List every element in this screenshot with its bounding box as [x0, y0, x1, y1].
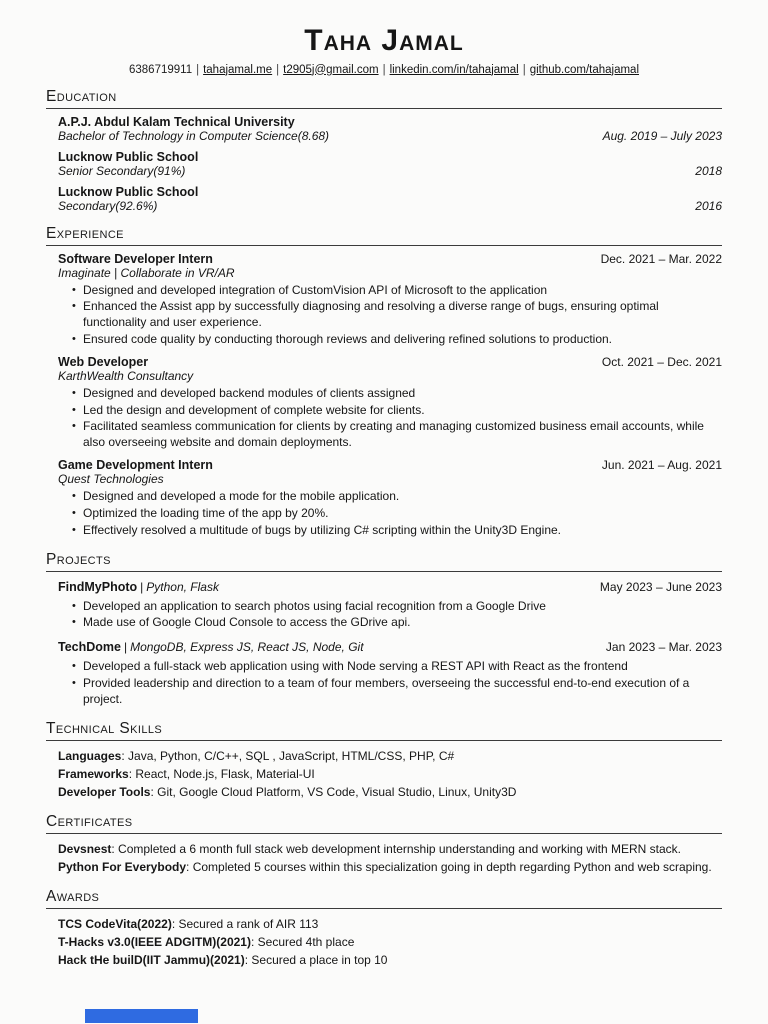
section-heading-experience: Experience [46, 225, 722, 246]
project-entries [46, 572, 722, 708]
project-entry [58, 638, 722, 707]
project-title [58, 638, 364, 656]
award-line [58, 951, 722, 969]
date-range: Jan 2023 – Mar. 2023 [605, 640, 722, 655]
bullet-list [58, 283, 722, 348]
entry-subtitle-row [58, 472, 722, 486]
skills-line [58, 747, 722, 765]
skills-line [58, 765, 722, 783]
skills-label: Developer Tools [58, 784, 151, 799]
entry-title-row [58, 252, 722, 266]
skills-text: : Java, Python, C/C++, SQL , JavaScript, HTML/CSS, PHP, C# [121, 748, 455, 763]
bullet-list [58, 659, 722, 707]
date-range: Aug. 2019 – July 2023 [602, 128, 722, 143]
separator: | [522, 63, 526, 76]
skills-label: Languages [58, 748, 122, 763]
entry-subtitle-row [58, 164, 722, 178]
bullet-item: • Facilitated seamless communication for clients by creating and managing customized business email accounts, while also overseeing website and domain deployments. [72, 419, 722, 451]
company-name: Quest Technologies [58, 472, 164, 487]
award-name: TCS CodeVita(2022) [58, 916, 172, 931]
entry-title-row [58, 638, 722, 656]
award-text: : Secured 4th place [250, 934, 355, 949]
bottom-blue-bar [85, 1009, 198, 1023]
award-text: : Secured a place in top 10 [244, 952, 388, 967]
section-heading-awards: Awards [46, 888, 722, 909]
skills-text: : React, Node.js, Flask, Material-UI [128, 766, 315, 781]
award-name: T-Hacks v3.0(IEEE ADGITM)(2021) [58, 934, 251, 949]
separator: | [140, 579, 144, 594]
bullet-item: • Developed a full-stack web application using with Node serving a REST API with React as the frontend [72, 659, 722, 675]
award-lines [46, 909, 722, 969]
award-name: Hack tHe builD(IIT Jammu)(2021) [58, 952, 245, 967]
section-certificates [46, 813, 722, 876]
bullet-item: • Designed and developed backend modules of clients assigned [72, 386, 722, 402]
entry-title-row [58, 115, 722, 129]
date-range: Dec. 2021 – Mar. 2022 [600, 251, 722, 266]
section-heading-education: Education [46, 88, 722, 109]
entry-title-row [58, 185, 722, 199]
bullet-list [58, 599, 722, 632]
bullet-list [58, 386, 722, 451]
project-title [58, 578, 219, 596]
skills-line [58, 783, 722, 801]
project-name: TechDome [58, 640, 121, 655]
school-name: A.P.J. Abdul Kalam Technical University [58, 114, 295, 129]
degree: Secondary(92.6%) [58, 198, 158, 213]
bullet-item: • Designed and developed a mode for the mobile application. [72, 489, 722, 505]
degree: Senior Secondary(91%) [58, 163, 186, 178]
date-range: 2016 [695, 198, 722, 213]
certificate-name: Python For Everybody [58, 859, 187, 874]
section-heading-certificates: Certificates [46, 813, 722, 834]
certificate-line [58, 858, 722, 876]
company-name: Imaginate | Collaborate in VR/AR [58, 265, 235, 280]
contact-line [46, 64, 722, 76]
bullet-item: • Developed an application to search photos using facial recognition from a Google Drive [72, 599, 722, 615]
experience-entry [58, 458, 722, 538]
section-projects [46, 551, 722, 708]
certificate-text: : Completed 5 courses within this specialization going in depth regarding Python and web scraping. [186, 859, 712, 874]
entry-subtitle-row [58, 369, 722, 383]
entry-title-row [58, 578, 722, 596]
experience-entries [46, 246, 722, 539]
separator: | [276, 63, 280, 76]
award-text: : Secured a rank of AIR 113 [171, 916, 319, 931]
linkedin-link[interactable]: linkedin.com/in/tahajamal [389, 63, 519, 76]
date-range: May 2023 – June 2023 [599, 579, 722, 594]
section-heading-technical-skills: Technical Skills [46, 720, 722, 741]
email-link[interactable]: t2905j@gmail.com [283, 63, 379, 76]
school-name: Lucknow Public School [58, 149, 199, 164]
certificate-text: : Completed a 6 month full stack web development internship understanding and working with MERN stack. [111, 841, 681, 856]
degree: Bachelor of Technology in Computer Science(8.68) [58, 128, 330, 143]
phone-number: 6386719911 [128, 63, 193, 76]
skills-lines [46, 741, 722, 801]
skills-text: : Git, Google Cloud Platform, VS Code, Visual Studio, Linux, Unity3D [150, 784, 517, 799]
education-entry [58, 150, 722, 178]
entry-title-row [58, 150, 722, 164]
date-range: Jun. 2021 – Aug. 2021 [601, 458, 722, 473]
award-line [58, 933, 722, 951]
bullet-item: • Enhanced the Assist app by successfully diagnosing and resolving a diverse range of bugs, ensuring optimal functionality and user experience. [72, 299, 722, 331]
github-link[interactable]: github.com/tahajamal [529, 63, 639, 76]
section-education [46, 88, 722, 213]
job-title: Game Development Intern [58, 458, 213, 473]
certificate-lines [46, 834, 722, 876]
bullet-item: • Made use of Google Cloud Console to access the GDrive api. [72, 615, 722, 631]
job-title: Software Developer Intern [58, 251, 213, 266]
school-name: Lucknow Public School [58, 184, 199, 199]
certificate-line [58, 840, 722, 858]
job-title: Web Developer [58, 354, 149, 369]
date-range: 2018 [695, 163, 722, 178]
entry-title-row [58, 458, 722, 472]
education-entries [46, 109, 722, 213]
resume-header [46, 24, 722, 76]
date-range: Oct. 2021 – Dec. 2021 [601, 354, 722, 369]
candidate-name: Taha Jamal [304, 24, 464, 57]
education-entry [58, 185, 722, 213]
section-technical-skills [46, 720, 722, 801]
separator: | [196, 63, 200, 76]
separator: | [382, 63, 386, 76]
bullet-item: • Optimized the loading time of the app by 20%. [72, 506, 722, 522]
bullet-item: • Designed and developed integration of CustomVision API of Microsoft to the application [72, 283, 722, 299]
project-tech: MongoDB, Express JS, React JS, Node, Git [130, 640, 364, 655]
certificate-name: Devsnest [58, 841, 112, 856]
section-awards [46, 888, 722, 969]
bullet-list [58, 489, 722, 538]
project-entry [58, 578, 722, 632]
skills-label: Frameworks [58, 766, 129, 781]
bullet-item: • Ensured code quality by conducting thorough reviews and delivering refined solutions to production. [72, 332, 722, 348]
entry-subtitle-row [58, 266, 722, 280]
experience-entry [58, 355, 722, 451]
bullet-item: • Provided leadership and direction to a team of four members, overseeing the successful end-to-end execution of a project. [72, 676, 722, 708]
experience-entry [58, 252, 722, 348]
website-link[interactable]: tahajamal.me [203, 63, 273, 76]
section-heading-projects: Projects [46, 551, 722, 572]
project-tech: Python, Flask [146, 579, 219, 594]
bullet-item: • Led the design and development of complete website for clients. [72, 403, 722, 419]
entry-subtitle-row [58, 199, 722, 213]
company-name: KarthWealth Consultancy [58, 368, 194, 383]
entry-subtitle-row [58, 129, 722, 143]
project-name: FindMyPhoto [58, 579, 138, 594]
education-entry [58, 115, 722, 143]
section-experience [46, 225, 722, 539]
bullet-item: • Effectively resolved a multitude of bugs by utilizing C# scripting within the Unity3D Engine. [72, 523, 722, 539]
award-line [58, 915, 722, 933]
separator: | [123, 640, 128, 655]
entry-title-row [58, 355, 722, 369]
